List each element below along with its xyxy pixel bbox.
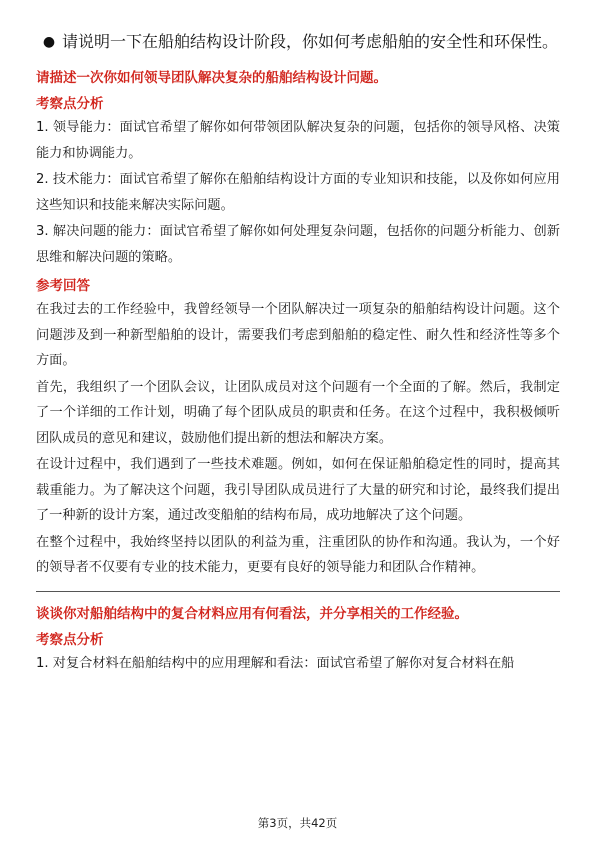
bullet-question-text: 请说明一下在船舶结构设计阶段，你如何考虑船舶的安全性和环保性。 <box>62 32 559 51</box>
analysis-item: 1. 领导能力：面试官希望了解你如何带领团队解决复杂的问题，包括你的领导风格、决策能力和协调能力。 <box>36 120 560 161</box>
section2-question: 谈谈你对船舶结构中的复合材料应用有何看法，并分享相关的工作经验。 <box>36 605 468 622</box>
page-number-footer: 第3页，共42页 <box>257 816 338 830</box>
section-divider <box>36 591 560 592</box>
answer-paragraph: 在设计过程中，我们遇到了一些技术难题。例如，如何在保证船舶稳定性的同时，提高其载重能力。为了解决这个问题，我引导团队成员进行了大量的研究和讨论，最终我们提出了一种新的设计方案，通过改变船舶的结构布局，成功地解决了这个问题。 <box>36 457 560 523</box>
analysis-item: 2. 技术能力：面试官希望了解你在船舶结构设计方面的专业知识和技能，以及你如何应用这些知识和技能来解决实际问题。 <box>36 172 560 213</box>
section2-analysis-heading: 考察点分析 <box>36 631 104 648</box>
answer-paragraph: 在我过去的工作经验中，我曾经领导一个团队解决过一项复杂的船舶结构设计问题。这个问题涉及到一种新型船舶的设计，需要我们考虑到船舶的稳定性、耐久性和经济性等多个方面。 <box>36 302 560 368</box>
section1-answer-heading: 参考回答 <box>36 278 90 294</box>
answer-paragraph: 在整个过程中，我始终坚持以团队的利益为重，注重团队的协作和沟通。我认为，一个好的领导者不仅要有专业的技术能力，更要有良好的领导能力和团队合作精神。 <box>36 534 560 575</box>
bullet-dot-icon: ● <box>42 34 56 50</box>
answer-paragraph: 首先，我组织了一个团队会议，让团队成员对这个问题有一个全面的了解。然后，我制定了一个详细的工作计划，明确了每个团队成员的职责和任务。在这个过程中，我积极倾听团队成员的意见和建议，鼓励他们提出新的想法和解决方案。 <box>36 379 560 446</box>
bullet-item <box>36 30 560 54</box>
section1-analysis-heading: 考察点分析 <box>36 96 104 112</box>
analysis-item: 3. 解决问题的能力：面试官希望了解你如何处理复杂问题，包括你的问题分析能力、创新思维和解决问题的策略。 <box>36 224 560 265</box>
section1-question: 请描述一次你如何领导团队解决复杂的船舶结构设计问题。 <box>36 70 387 86</box>
page-content <box>36 30 560 676</box>
analysis-item: 1. 对复合材料在船舶结构中的应用理解和看法：面试官希望了解你对复合材料在船 <box>36 655 515 671</box>
